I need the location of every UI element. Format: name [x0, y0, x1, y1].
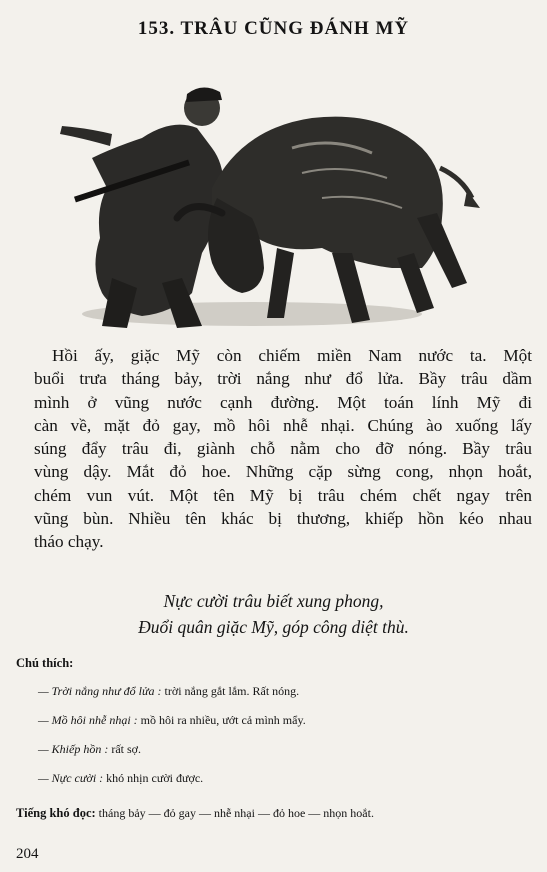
- story-text: [34, 344, 532, 554]
- hard-words-label: Tiếng khó đọc:: [16, 806, 96, 820]
- note-definition: rất sợ.: [111, 742, 142, 756]
- story-line: vùng dậy. Mắt đỏ hoe. Những cặp sừng cong, nhọn hoắt,: [34, 462, 532, 482]
- note-item: [38, 771, 538, 800]
- note-term: — Nực cười :: [38, 771, 104, 785]
- poem-line: Đuổi quân giặc Mỹ, góp công diệt thù.: [138, 617, 409, 637]
- page-number: 204: [16, 846, 39, 862]
- buffalo-charging-soldier-illustration: [52, 78, 482, 336]
- poem: [0, 588, 547, 640]
- story-line: tháo chạy.: [34, 532, 104, 552]
- note-item: [38, 713, 538, 742]
- note-definition: khó nhịn cười được.: [106, 771, 204, 785]
- notes-heading: Chú thích:: [16, 656, 74, 670]
- story-paragraph: [34, 344, 532, 554]
- story-line: súng đẩy trâu đi, giành chỗ nằm cho đỡ nóng. Bầy trâu: [34, 439, 532, 459]
- note-definition: mồ hôi ra nhiều, ướt cả mình mẩy.: [140, 713, 306, 727]
- note-item: [38, 684, 538, 713]
- hard-words: [16, 806, 536, 821]
- story-line: mình ở vũng nước cạnh đường. Một toán lính Mỹ đi: [34, 392, 532, 412]
- hard-words-list: tháng bảy — đỏ gay — nhễ nhại — đỏ hoe — nhọn hoắt.: [98, 806, 374, 820]
- story-line: buổi trưa tháng bảy, trời nắng như đổ lửa. Bầy trâu dầm: [34, 369, 532, 389]
- note-item: [38, 742, 538, 771]
- note-term: — Mồ hôi nhễ nhại :: [38, 713, 138, 727]
- note-term: — Khiếp hồn :: [38, 742, 109, 756]
- story-line: vũng bùn. Nhiều tên khác bị thương, khiếp hồn kéo nhau: [34, 509, 532, 529]
- note-definition: trời nắng gắt lắm. Rất nóng.: [164, 684, 300, 698]
- note-term: — Trời nắng như đổ lửa :: [38, 684, 162, 698]
- story-line: chém vun vút. Một tên Mỹ bị trâu chém chết ngay trên: [34, 485, 532, 505]
- notes-list: [38, 684, 538, 800]
- story-line: Hồi ấy, giặc Mỹ còn chiếm miền Nam nước ta. Một: [52, 346, 532, 365]
- poem-line: Nực cười trâu biết xung phong,: [163, 591, 384, 611]
- story-line: càn về, mặt đỏ gay, mồ hôi nhễ nhại. Chúng ào xuống lấy: [34, 415, 532, 435]
- lesson-title: 153. TRÂU CŨNG ĐÁNH MỸ: [137, 18, 410, 39]
